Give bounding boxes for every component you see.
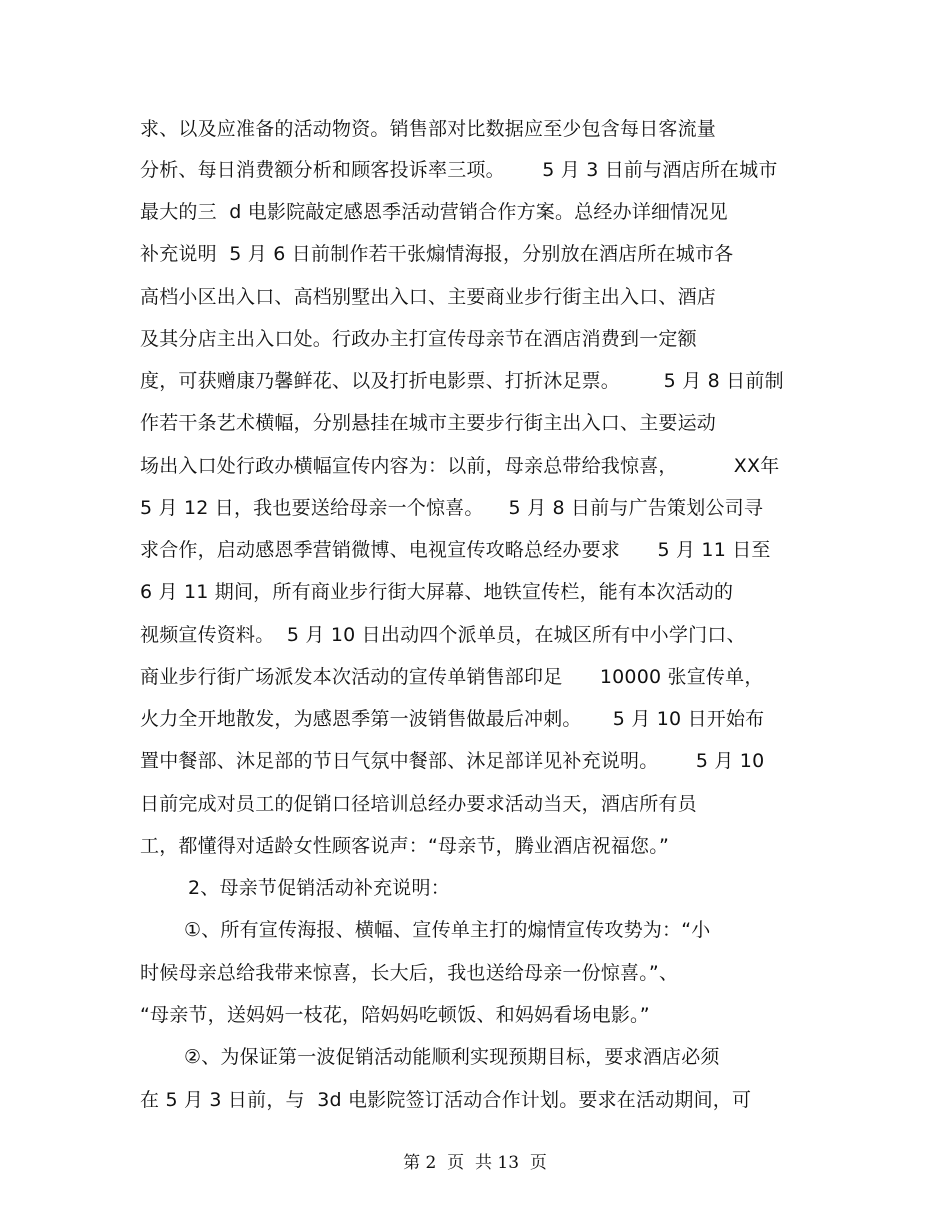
text-line-5: 高档小区出入口、高档别墅出入口、主要商业步行街主出入口、酒店: [140, 286, 717, 308]
text-line-18: 工，都懂得对适龄女性顾客说声：“母亲节，腾业酒店祝福您。”: [140, 835, 669, 857]
text-line-1: 求、以及应准备的活动物资。销售部对比数据应至少包含每日客流量: [140, 118, 717, 140]
text-line-23: ②、为保证第一波促销活动能顺利实现预期目标，要求酒店必须: [184, 1046, 720, 1068]
text-line-14: 商业步行街广场派发本次活动的宣传单销售部印足 10000 张宣传单，: [140, 666, 764, 688]
page-number-footer: 第 2 页 共 13 页: [403, 1153, 547, 1173]
section-heading: 2、母亲节促销活动补充说明：: [188, 877, 450, 899]
text-line-17: 日前完成对员工的促销口径培训总经办要求活动当天，酒店所有员: [140, 793, 697, 815]
text-line-16: 置中餐部、沐足部的节日气氛中餐部、沐足部详见补充说明。 5 月 10: [140, 750, 765, 772]
text-line-13: 视频宣传资料。 5 月 10 日出动四个派单员，在城区所有中小学门口、: [140, 624, 746, 646]
text-line-3: 最大的三 d 电影院敲定感恩季活动营销合作方案。总经办详细情况见: [140, 201, 728, 223]
text-line-12: 6 月 11 期间，所有商业步行街大屏幕、地铁宣传栏，能有本次活动的: [140, 581, 734, 603]
text-line-9: 场出入口处行政办横幅宣传内容为：以前，母亲总带给我惊喜， XX年: [140, 455, 780, 477]
text-line-6: 及其分店主出入口处。行政办主打宣传母亲节在酒店消费到一定额: [140, 328, 697, 350]
text-line-2: 分析、每日消费额分析和顾客投诉率三项。 5 月 3 日前与酒店所在城市: [140, 159, 778, 181]
text-line-11: 求合作，启动感恩季营销微博、电视宣传攻略总经办要求 5 月 11 日至: [140, 539, 771, 561]
text-line-20: ①、所有宣传海报、横幅、宣传单主打的煽情宣传攻势为：“小: [184, 919, 711, 941]
text-line-21: 时候母亲总给我带来惊喜，长大后，我也送给母亲一份惊喜。”、: [140, 962, 679, 984]
text-line-8: 作若干条艺术横幅，分别悬挂在城市主要步行街主出入口、主要运动: [140, 412, 717, 434]
text-line-15: 火力全开地散发，为感恩季第一波销售做最后冲刺。 5 月 10 日开始布: [140, 708, 765, 730]
text-line-7: 度，可获赠康乃馨鲜花、以及打折电影票、打折沐足票。 5 月 8 日前制: [140, 370, 784, 392]
text-line-22: “母亲节，送妈妈一枝花，陪妈妈吃顿饭、和妈妈看场电影。”: [140, 1004, 650, 1026]
text-line-4: 补充说明 5 月 6 日前制作若干张煽情海报，分别放在酒店所在城市各: [140, 243, 734, 265]
text-line-24: 在 5 月 3 日前，与 3d 电影院签订活动合作计划。要求在活动期间，可: [140, 1089, 752, 1111]
text-line-10: 5 月 12 日，我也要送给母亲一个惊喜。 5 月 8 日前与广告策划公司寻: [140, 497, 764, 519]
